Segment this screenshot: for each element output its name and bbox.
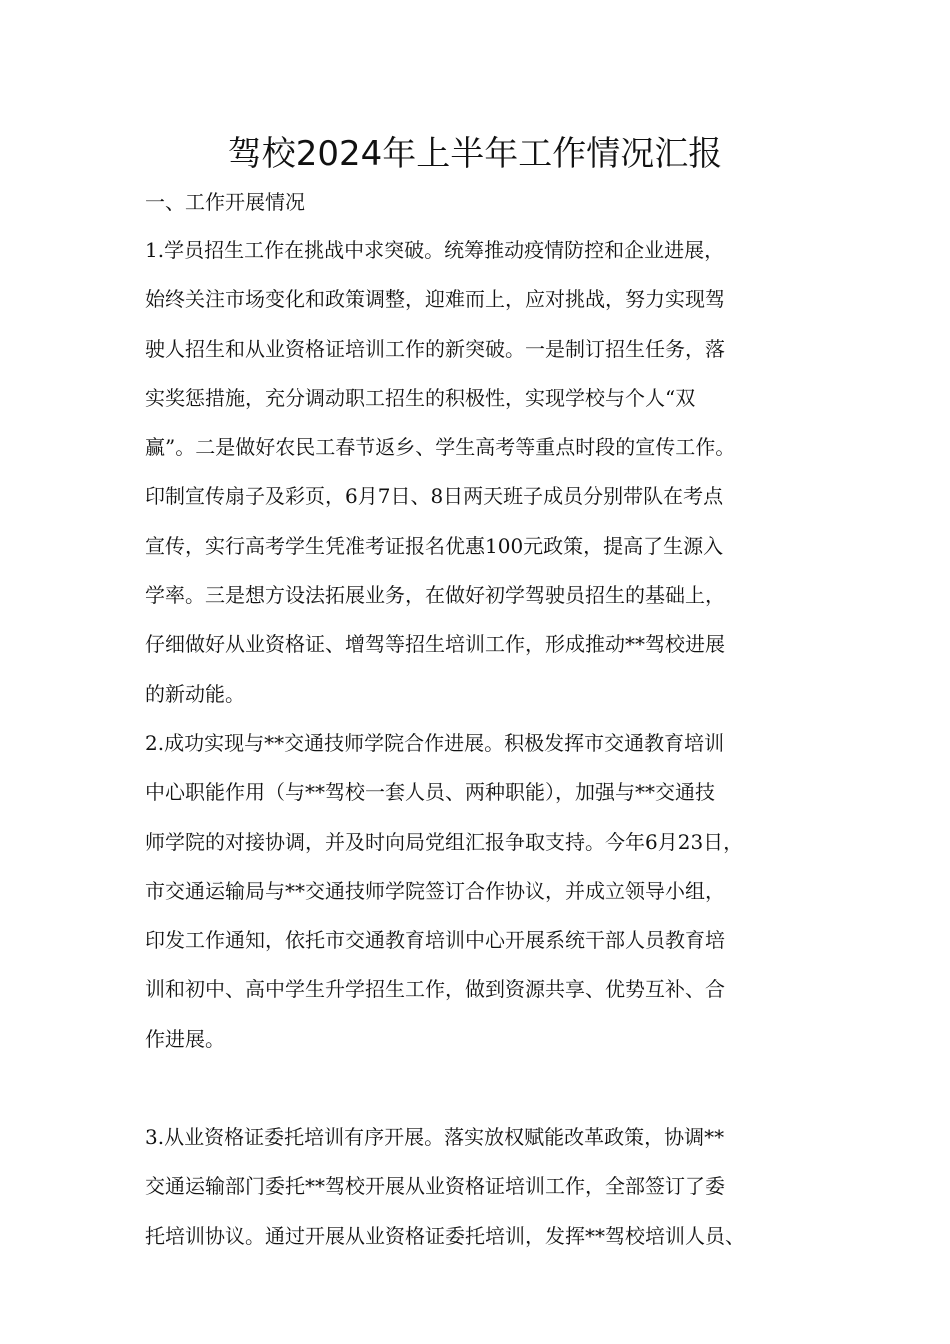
paragraph-3 (145, 1113, 825, 1261)
paragraph-1 (145, 226, 825, 719)
document-title: 驾校2024年上半年工作情况汇报 (227, 134, 723, 174)
paragraph-line: 训和初中、高中学生升学招生工作，做到资源共享、优势互补、合 (145, 977, 725, 1002)
paragraph-line: 印发工作通知，依托市交通教育培训中心开展系统干部人员教育培 (145, 928, 725, 953)
paragraph-line: 始终关注市场变化和政策调整，迎难而上，应对挑战，努力实现驾 (145, 287, 725, 312)
paragraph-line: 印制宣传扇子及彩页，6月7日、8日两天班子成员分别带队在考点 (145, 484, 724, 509)
paragraph-line: 中心职能作用（与**驾校一套人员、两种职能），加强与**交通技 (145, 780, 715, 805)
paragraph-line: 驶人招生和从业资格证培训工作的新突破。一是制订招生任务，落 (145, 336, 725, 361)
paragraph-line: 学率。三是想方设法拓展业务，在做好初学驾驶员招生的基础上， (145, 583, 725, 608)
paragraph-line: 交通运输部门委托**驾校开展从业资格证培训工作，全部签订了委 (145, 1174, 725, 1199)
paragraph-line: 师学院的对接协调，并及时向局党组汇报争取支持。今年6月23日， (145, 829, 744, 854)
paragraph-line: 实奖惩措施，充分调动职工招生的积极性，实现学校与个人“双 (145, 385, 696, 410)
paragraph-line: 托培训协议。通过开展从业资格证委托培训，发挥**驾校培训人员、 (145, 1223, 745, 1248)
paragraph-line: 仔细做好从业资格证、增驾等招生培训工作，形成推动**驾校进展 (145, 632, 725, 657)
paragraph-line: 1.学员招生工作在挑战中求突破。统筹推动疫情防控和企业进展， (145, 238, 725, 262)
paragraph-line: 3.从业资格证委托培训有序开展。落实放权赋能改革政策，协调** (145, 1125, 725, 1149)
paragraph-line: 宣传，实行高考学生凭准考证报名优惠100元政策，提高了生源入 (145, 533, 724, 558)
paragraph-line: 作进展。 (145, 1026, 225, 1051)
section-heading: 一、工作开展情况 (145, 190, 305, 214)
paragraph-line: 市交通运输局与**交通技师学院签订合作协议，并成立领导小组， (145, 878, 725, 903)
paragraph-2 (145, 719, 825, 1064)
paragraph-line: 赢”。二是做好农民工春节返乡、学生高考等重点时段的宣传工作。 (145, 435, 736, 460)
paragraph-line: 的新动能。 (145, 681, 245, 706)
paragraph-line: 2.成功实现与**交通技师学院合作进展。积极发挥市交通教育培训 (145, 731, 725, 755)
